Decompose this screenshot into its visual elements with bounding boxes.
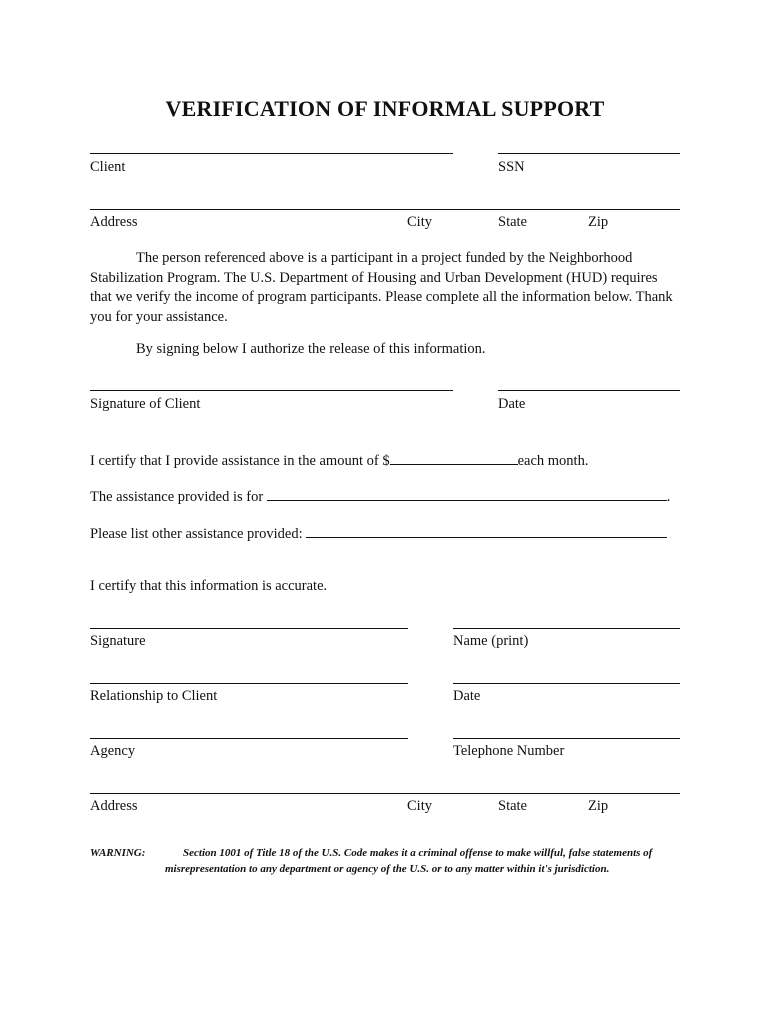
certify-amount-row bbox=[90, 450, 588, 470]
assistance-for-prefix: The assistance provided is for bbox=[90, 489, 264, 505]
agency-line[interactable] bbox=[90, 738, 408, 739]
ssn-line[interactable] bbox=[498, 153, 680, 154]
telephone-label: Telephone Number bbox=[453, 743, 565, 759]
provider-date-line[interactable] bbox=[453, 683, 680, 684]
certify-accurate-text: I certify that this information is accurate. bbox=[90, 578, 328, 594]
state-label: State bbox=[498, 214, 527, 230]
client-date-label: Date bbox=[498, 396, 526, 412]
provider-date-label: Date bbox=[453, 688, 481, 704]
warning-text: Section 1001 of Title 18 of the U.S. Code makes it a criminal offense to make willful, false statements of misrepresentation to any department or agency of the U.S. or to any matter within it's jurisdiction. bbox=[165, 847, 653, 875]
client-label: Client bbox=[90, 159, 126, 175]
provider-zip-label: Zip bbox=[588, 798, 609, 814]
provider-signature-label: Signature bbox=[90, 633, 146, 649]
address-line[interactable] bbox=[90, 209, 680, 210]
assistance-for-row bbox=[90, 486, 670, 506]
address-label: Address bbox=[90, 214, 138, 230]
other-assistance-prefix: Please list other assistance provided: bbox=[90, 526, 303, 542]
authorize-text: By signing below I authorize the release of this information. bbox=[136, 341, 486, 357]
assistance-for-suffix: . bbox=[666, 489, 671, 505]
provider-state-label: State bbox=[498, 798, 527, 814]
relationship-label: Relationship to Client bbox=[90, 688, 218, 704]
certify-amount-suffix: each month. bbox=[517, 453, 589, 469]
other-assistance-field[interactable] bbox=[306, 523, 667, 538]
provider-address-line[interactable] bbox=[90, 793, 680, 794]
provider-address-label: Address bbox=[90, 798, 138, 814]
provider-signature-line[interactable] bbox=[90, 628, 408, 629]
client-line[interactable] bbox=[90, 153, 453, 154]
agency-label: Agency bbox=[90, 743, 136, 759]
assistance-for-field[interactable] bbox=[267, 486, 667, 501]
certify-amount-prefix: I certify that I provide assistance in the amount of $ bbox=[90, 453, 390, 469]
client-signature-label: Signature of Client bbox=[90, 396, 201, 412]
telephone-line[interactable] bbox=[453, 738, 680, 739]
page-title: VERIFICATION OF INFORMAL SUPPORT bbox=[165, 96, 605, 121]
city-label: City bbox=[407, 214, 432, 230]
provider-city-label: City bbox=[407, 798, 432, 814]
client-signature-line[interactable] bbox=[90, 390, 453, 391]
amount-field[interactable] bbox=[390, 450, 518, 465]
intro-paragraph: The person referenced above is a participant in a project funded by the Neighborhood Stabilization Program. The U.S. Department of Housing and Urban Development (HUD) requires that we verify the income of program participants. Please complete all the information below. Thank you for your assistance. bbox=[90, 250, 673, 325]
warning-label: WARNING: bbox=[90, 847, 146, 859]
provider-name-label: Name (print) bbox=[453, 633, 529, 649]
zip-label: Zip bbox=[588, 214, 609, 230]
ssn-label: SSN bbox=[498, 159, 525, 175]
client-date-line[interactable] bbox=[498, 390, 680, 391]
relationship-line[interactable] bbox=[90, 683, 408, 684]
provider-name-line[interactable] bbox=[453, 628, 680, 629]
other-assistance-row bbox=[90, 523, 667, 543]
